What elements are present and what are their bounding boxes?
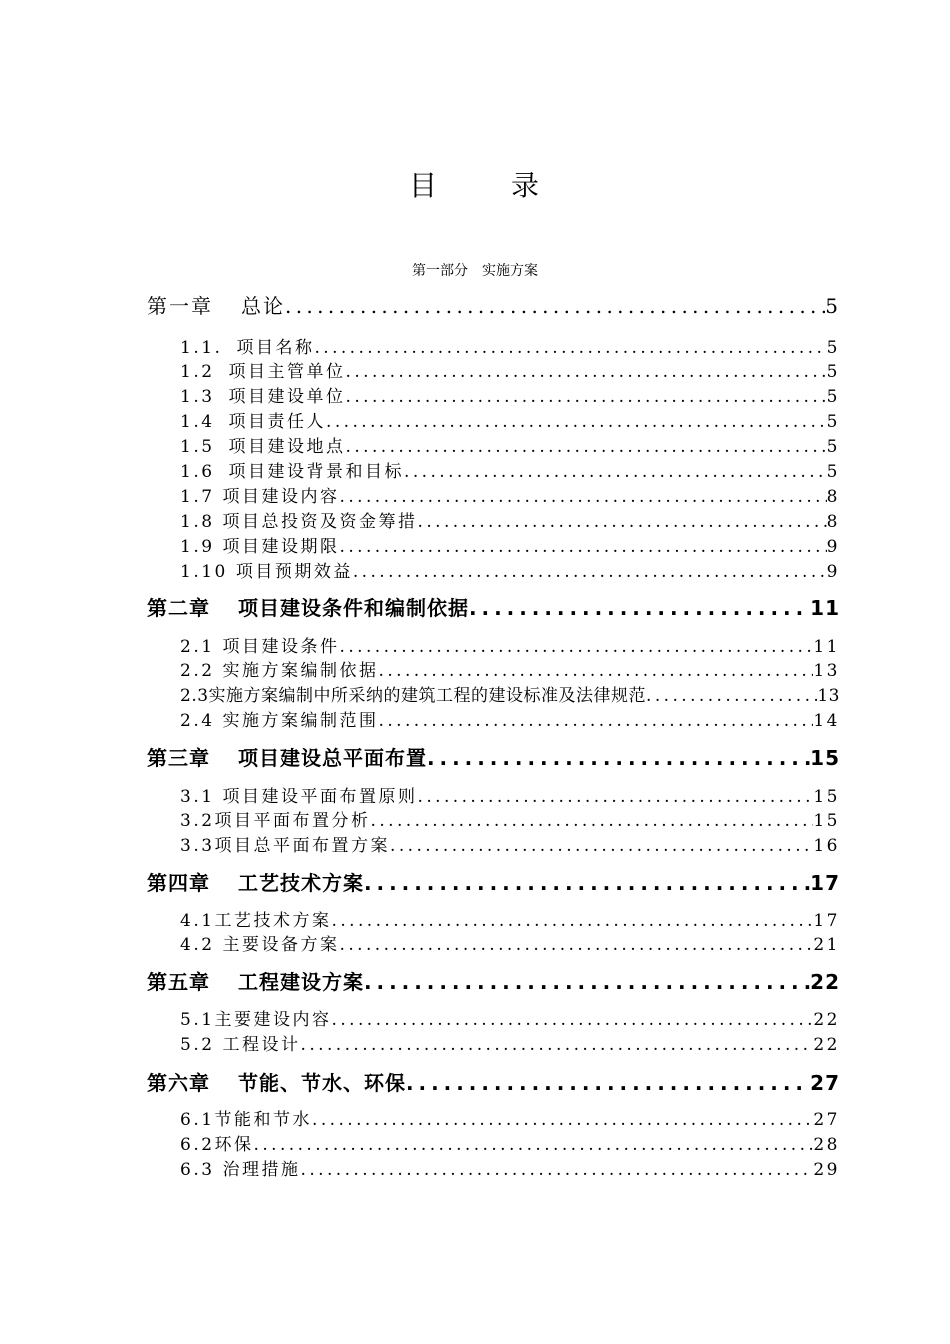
toc-entry-label [180,1030,301,1055]
dot-leader [379,711,814,731]
toc-section-entry[interactable] [180,532,840,557]
toc-page-number: 14 [813,711,840,731]
toc-entry-label [180,1130,254,1155]
toc-entry-title: 工程建设方案 [238,970,364,994]
toc-page-number: 22 [813,1035,840,1055]
dot-leader [371,811,814,831]
toc-entry-number: 3.3 [180,836,215,856]
toc-section-entry[interactable] [180,407,840,432]
toc-entry-number: 2.3 [180,686,209,706]
toc-entry-number: 6.2 [180,1135,215,1155]
toc-entry-label [180,532,340,557]
toc-page-number: 5 [826,362,840,382]
toc-entry-number: 5.1 [180,1010,215,1030]
toc-entry-title: 项目平面布置分析 [214,811,371,831]
dot-leader [390,836,813,856]
toc-section-entry[interactable] [180,681,840,706]
toc-page-number: 27 [810,1071,840,1095]
toc-page-number: 22 [810,970,840,994]
toc-chapter-entry[interactable] [147,966,840,995]
toc-entry-number: 2.4 [180,711,215,731]
toc-entry-title: 项目责任人 [228,412,327,432]
toc-entry-number: 6.3 [180,1160,215,1180]
toc-entry-label [180,706,379,731]
toc-section-entry[interactable] [180,1005,840,1030]
toc-chapter-entry[interactable] [147,1067,840,1096]
dot-leader [427,746,810,770]
toc-section-entry[interactable] [180,1130,840,1155]
toc-page-number: 29 [813,1160,840,1180]
dot-leader [346,437,827,457]
dot-leader [646,686,817,706]
toc-entry-number: 3.1 [180,787,215,807]
dot-leader [418,512,827,532]
toc-section-entry[interactable] [180,831,840,856]
dot-leader [314,338,826,358]
toc-entry-label [180,806,371,831]
toc-entry-number: 2.1 [180,637,215,657]
toc-entry-label [147,742,427,771]
toc-entry-title: 项目建设总平面布置 [238,746,427,770]
dot-leader [364,970,810,994]
toc-entry-label [180,930,340,955]
dot-leader [340,637,814,657]
dot-leader [332,911,814,931]
toc-entry-title: 主要建设内容 [214,1010,332,1030]
toc-entry-title: 项目建设期限 [222,537,340,557]
toc-entry-number: 4.2 [180,935,215,955]
toc-section-entry[interactable] [180,632,840,657]
dot-leader [340,487,827,507]
toc-entry-title: 项目建设条件和编制依据 [238,596,469,620]
toc-section-entry[interactable] [180,457,840,482]
part-name: 实施方案 [482,263,538,279]
toc-entry-label [147,290,285,319]
toc-chapter-entry[interactable] [147,867,840,896]
toc-entry-number: 1.10 [180,562,228,582]
toc-entry-title: 治理措施 [222,1160,301,1180]
toc-page-number: 9 [826,537,840,557]
toc-section-entry[interactable] [180,806,840,831]
dot-leader [301,1160,814,1180]
part-heading [0,260,950,280]
toc-page-number: 17 [813,911,840,931]
toc-entry-number: 6.1 [180,1110,215,1130]
toc-entry-title: 节能和节水 [214,1110,313,1130]
toc-entry-title: 项目建设背景和目标 [228,462,405,482]
toc-entry-number: 第一章 [147,294,213,318]
toc-section-entry[interactable] [180,706,840,731]
toc-entry-title: 实施方案编制范围 [222,711,379,731]
toc-entry-label [180,333,314,358]
dot-leader [254,1135,814,1155]
toc-entry-number: 第六章 [147,1071,210,1095]
dot-leader [469,596,810,620]
toc-entry-label [180,357,346,382]
toc-entry-label [180,382,346,407]
toc-page-number: 21 [813,935,840,955]
toc-page-number: 15 [810,746,840,770]
dot-leader [340,537,827,557]
toc-entry-number: 1.7 [180,487,215,507]
toc-entry-title: 项目总平面布置方案 [214,836,391,856]
toc-entry-label [180,632,340,657]
title-char-right: 录 [511,169,542,202]
toc-entry-title: 项目建设内容 [222,487,340,507]
dot-leader [418,787,814,807]
dot-leader [312,1110,813,1130]
toc-entry-label [180,831,390,856]
toc-entry-title: 工艺技术方案 [238,871,364,895]
part-label: 第一部分 [412,263,468,279]
dot-leader [346,362,827,382]
dot-leader [364,871,810,895]
toc-chapter-entry[interactable] [147,742,840,771]
toc-section-entry[interactable] [180,1030,840,1055]
toc-entry-number: 1.6 [180,462,215,482]
toc-entry-label [180,906,332,931]
dot-leader [379,661,814,681]
toc-entry-number: 1.1. [180,338,223,358]
dot-leader [285,294,825,318]
toc-page-number: 11 [810,596,840,620]
toc-entry-label [180,432,346,457]
toc-entry-title: 主要设备方案 [222,935,340,955]
toc-entry-number: 第五章 [147,970,210,994]
toc-entry-title: 项目建设地点 [228,437,346,457]
dot-leader [326,412,827,432]
toc-entry-title: 实施方案编制中所采纳的建筑工程的建设标准及法律规范 [208,686,647,706]
document-title [0,164,950,204]
title-char-left: 目 [408,169,439,202]
dot-leader [406,1071,810,1095]
toc-entry-label [147,966,364,995]
toc-page-number: 27 [813,1110,840,1130]
toc-page-number: 13 [817,686,840,706]
toc-entry-title: 项目名称 [236,338,315,358]
dot-leader [340,935,814,955]
toc-entry-label [180,507,418,532]
toc-entry-label [180,1155,301,1180]
toc-entry-label [180,457,404,482]
toc-entry-title: 工艺技术方案 [214,911,332,931]
toc-entry-number: 1.3 [180,387,215,407]
toc-entry-number: 第三章 [147,746,210,770]
toc-page-number: 8 [826,512,840,532]
toc-section-entry[interactable] [180,382,840,407]
dot-leader [353,562,827,582]
toc-entry-title: 总论 [241,294,285,318]
toc-page-number: 5 [826,412,840,432]
toc-entry-number: 1.4 [180,412,215,432]
toc-entry-title: 项目建设平面布置原则 [222,787,418,807]
dot-leader [332,1010,814,1030]
toc-page-number: 9 [826,562,840,582]
toc-chapter-entry[interactable] [147,592,840,621]
toc-section-entry[interactable] [180,357,840,382]
toc-entry-title: 环保 [214,1135,254,1155]
toc-section-entry[interactable] [180,333,840,358]
toc-page-number: 5 [825,294,840,318]
toc-page-number: 28 [813,1135,840,1155]
toc-entry-title: 项目建设条件 [222,637,340,657]
toc-entry-label [180,782,418,807]
toc-section-entry[interactable] [180,906,840,931]
toc-entry-title: 项目总投资及资金筹措 [222,512,418,532]
toc-chapter-entry[interactable] [147,290,840,319]
toc-entry-number: 3.2 [180,811,215,831]
toc-page-number: 5 [826,437,840,457]
toc-entry-number: 2.2 [180,661,215,681]
toc-section-entry[interactable] [180,930,840,955]
toc-entry-label [180,482,340,507]
toc-page-number: 8 [826,487,840,507]
toc-page-number: 13 [813,661,840,681]
toc-entry-number: 1.8 [180,512,215,532]
toc-section-entry[interactable] [180,782,840,807]
toc-page-number: 17 [810,871,840,895]
toc-entry-label [180,656,379,681]
dot-leader [301,1035,814,1055]
toc-section-entry[interactable] [180,507,840,532]
dot-leader [404,462,827,482]
toc-entry-number: 第二章 [147,596,210,620]
toc-page-number: 5 [826,462,840,482]
toc-section-entry[interactable] [180,557,840,582]
toc-page-number: 15 [813,787,840,807]
toc-entry-label [180,1105,312,1130]
toc-entry-number: 1.5 [180,437,215,457]
toc-section-entry[interactable] [180,656,840,681]
toc-page-number: 5 [826,387,840,407]
toc-entry-label [147,592,469,621]
toc-entry-title: 项目预期效益 [235,562,353,582]
toc-page-number: 16 [813,836,840,856]
toc-entry-number: 第四章 [147,871,210,895]
toc-entry-number: 5.2 [180,1035,215,1055]
toc-entry-title: 项目主管单位 [228,362,346,382]
toc-entry-label [180,681,646,706]
toc-entry-label [180,407,326,432]
toc-entry-title: 实施方案编制依据 [222,661,379,681]
toc-page-number: 22 [813,1010,840,1030]
toc-entry-label [180,1005,332,1030]
toc-page-number: 5 [826,338,840,358]
toc-entry-label [180,557,353,582]
toc-section-entry[interactable] [180,482,840,507]
toc-entry-label [147,1067,406,1096]
toc-entry-title: 工程设计 [222,1035,301,1055]
toc-entry-number: 1.9 [180,537,215,557]
toc-entry-title: 项目建设单位 [228,387,346,407]
toc-section-entry[interactable] [180,432,840,457]
dot-leader [346,387,827,407]
toc-section-entry[interactable] [180,1105,840,1130]
toc-entry-label [147,867,364,896]
toc-page-number: 15 [813,811,840,831]
toc-entry-number: 1.2 [180,362,215,382]
toc-entry-title: 节能、节水、环保 [238,1071,406,1095]
toc-entry-number: 4.1 [180,911,215,931]
toc-page-number: 11 [813,637,840,657]
toc-section-entry[interactable] [180,1155,840,1180]
